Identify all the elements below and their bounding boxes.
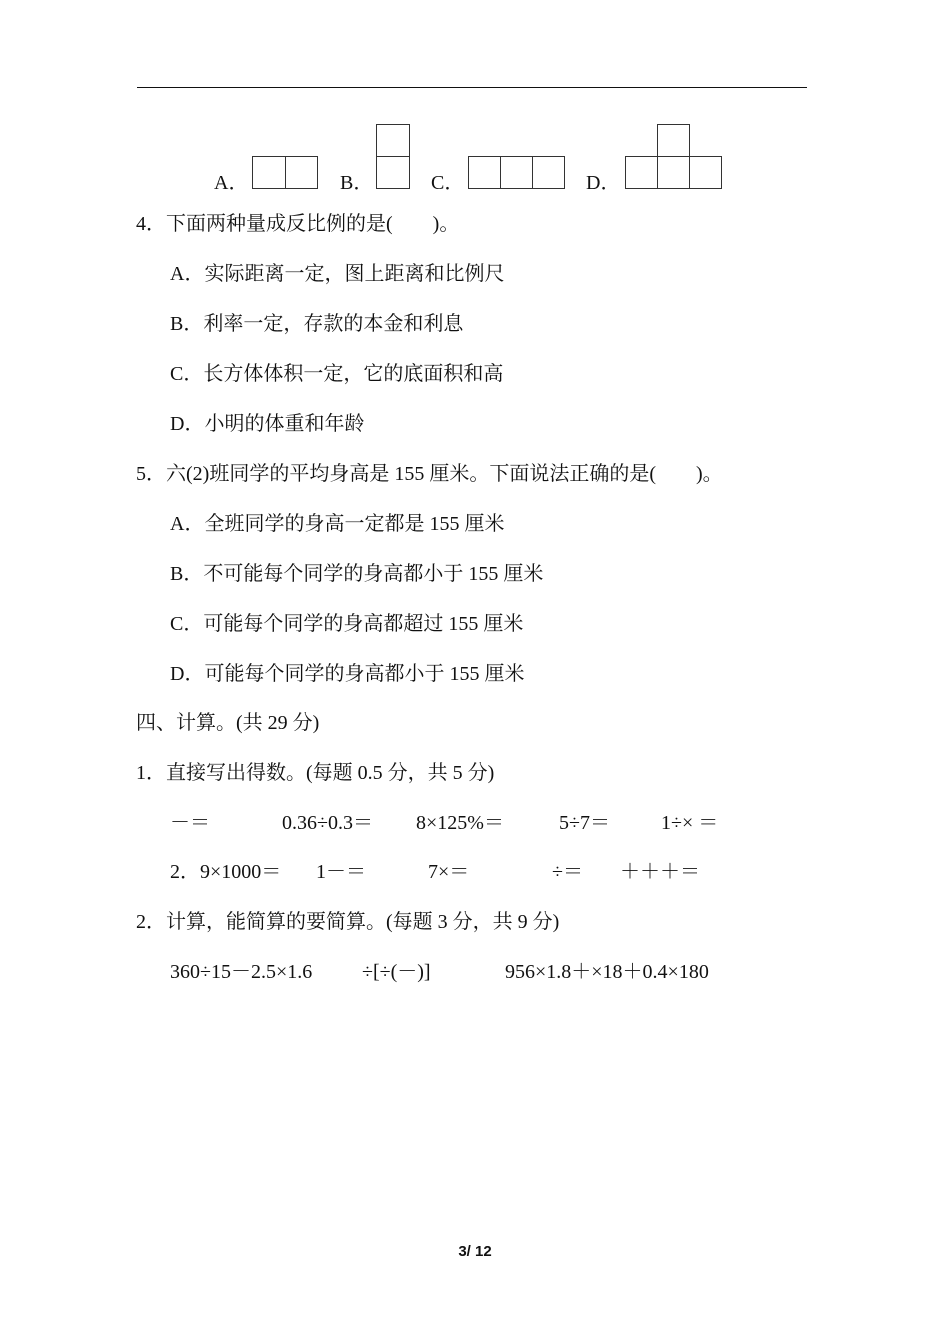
- calc-item: ÷＝: [552, 861, 583, 883]
- section-4-q2-stem: 2．计算，能简算的要简算。(每题 3 分，共 9 分): [136, 911, 560, 933]
- page-number: 3/ 12: [458, 1243, 492, 1260]
- header-rule: [137, 87, 807, 88]
- q5-option-d: D．可能每个同学的身高都小于 155 厘米: [170, 663, 525, 685]
- calc-item: 8×125%＝: [416, 812, 504, 834]
- q4-option-b: B．利率一定，存款的本金和利息: [170, 313, 464, 335]
- square: [532, 156, 565, 189]
- q4-option-a: A．实际距离一定，图上距离和比例尺: [170, 263, 505, 285]
- calc-item: 5÷7＝: [559, 812, 610, 834]
- q5-option-a: A．全班同学的身高一定都是 155 厘米: [170, 513, 505, 535]
- square: [252, 156, 286, 189]
- q5-option-b: B．不可能每个同学的身高都小于 155 厘米: [170, 563, 544, 585]
- section-4-q1-stem: 1．直接写出得数。(每题 0.5 分，共 5 分): [136, 762, 495, 784]
- q4-option-c: C．长方体体积一定，它的底面积和高: [170, 363, 504, 385]
- calc-item: ＋＋＋＝: [620, 861, 700, 883]
- q5-option-c: C．可能每个同学的身高都超过 155 厘米: [170, 613, 524, 635]
- square: [500, 156, 533, 189]
- calc-item: ÷[÷(－)]: [362, 961, 431, 983]
- q4-stem: 4．下面两种量成反比例的是( )。: [136, 213, 460, 235]
- calc-item: 0.36÷0.3＝: [282, 812, 373, 834]
- square: [657, 156, 690, 189]
- calc-item: 1÷× ＝: [661, 812, 719, 834]
- square: [376, 156, 410, 189]
- calc-item: －＝: [170, 812, 210, 834]
- option-b-label: B．: [340, 172, 374, 194]
- option-a-label: A．: [214, 172, 249, 194]
- calc-item: 2．9×1000＝: [170, 861, 282, 883]
- option-c-label: C．: [431, 172, 465, 194]
- square: [468, 156, 501, 189]
- calc-item: 7×＝: [428, 861, 470, 883]
- square: [689, 156, 722, 189]
- q4-option-d: D．小明的体重和年龄: [170, 413, 365, 435]
- square: [285, 156, 318, 189]
- q5-stem: 5．六(2)班同学的平均身高是 155 厘米。下面说法正确的是( )。: [136, 463, 723, 485]
- calc-item: 1－＝: [316, 861, 366, 883]
- calc-item: 360÷15－2.5×1.6: [170, 961, 313, 983]
- section-4-title: 四、计算。(共 29 分): [136, 712, 320, 734]
- square: [625, 156, 658, 189]
- calc-item: 956×1.8＋×18＋0.4×180: [505, 961, 709, 983]
- option-d-label: D．: [586, 172, 621, 194]
- square: [376, 124, 410, 157]
- square: [657, 124, 690, 157]
